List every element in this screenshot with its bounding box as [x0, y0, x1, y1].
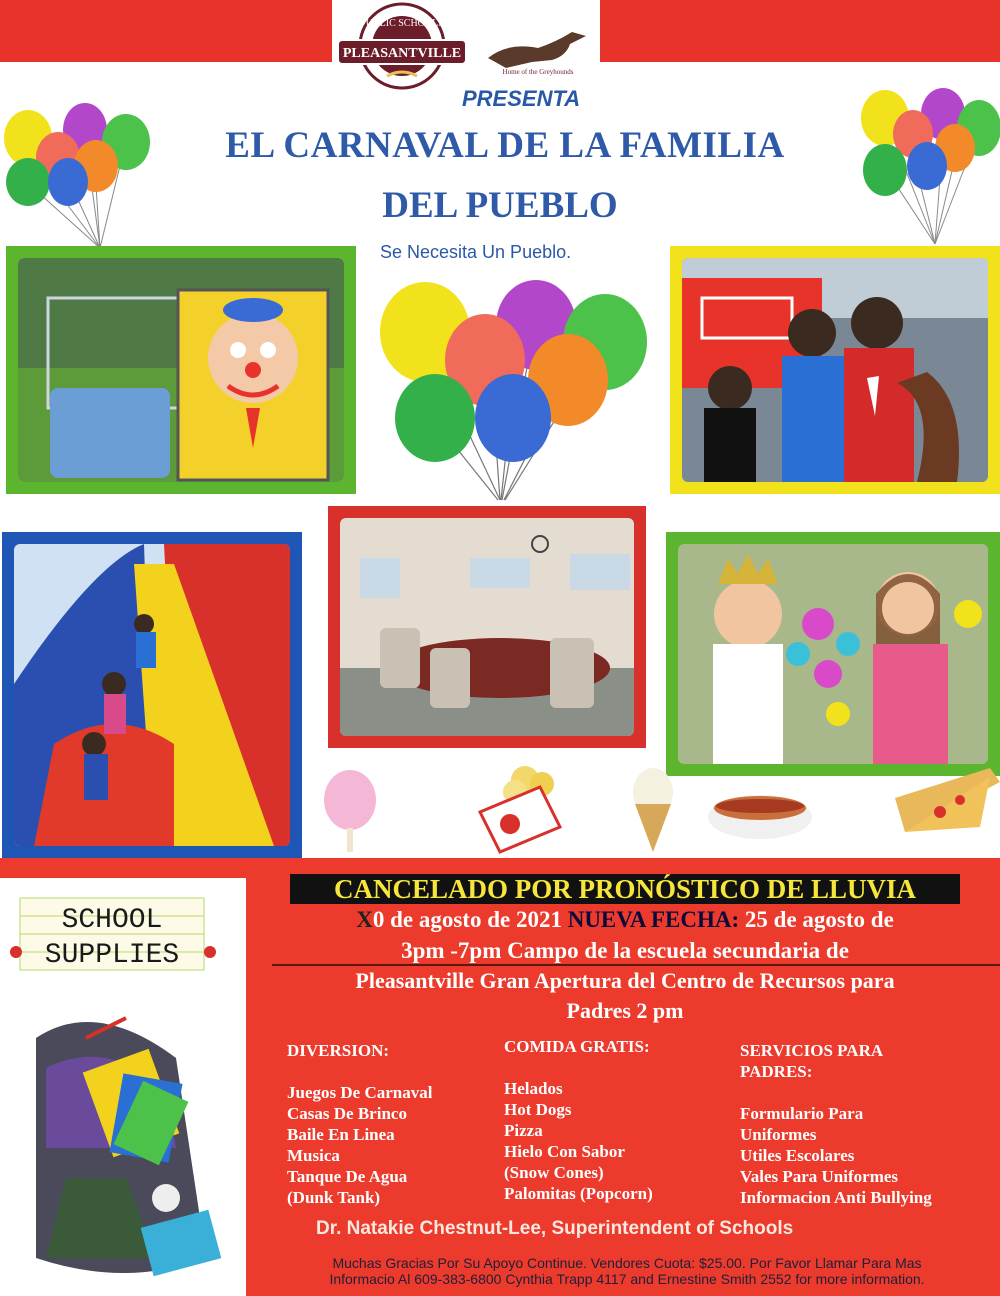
photo-frame-bounce-house — [2, 532, 302, 858]
balloons-top-left — [0, 100, 160, 250]
snow-cones-photo — [682, 258, 988, 482]
old-date: 0 de agosto de 2021 — [372, 907, 562, 932]
greyhound-caption: Home of the Greyhounds — [502, 68, 574, 76]
date-block — [265, 904, 985, 966]
comida-column — [504, 1036, 653, 1204]
servicios-column — [740, 1040, 932, 1208]
top-red-band-left — [0, 0, 335, 62]
thanks-line-1: Muchas Gracias Por Su Apoyo Continue. Vendores Cuota: $25.00. Por Favor Llamar Para Mas — [332, 1255, 922, 1271]
list-item: Tanque De Agua — [287, 1167, 408, 1186]
servicios-heading-2: PADRES: — [740, 1062, 813, 1081]
list-item: Musica — [287, 1146, 340, 1165]
food-icons-row — [320, 762, 1000, 856]
balloons-center — [380, 280, 660, 505]
list-item: Formulario Para — [740, 1104, 864, 1123]
list-item: (Dunk Tank) — [287, 1188, 381, 1207]
title-line-1: EL CARNAVAL DE LA FAMILIA — [225, 125, 785, 166]
list-item: Vales Para Uniformes — [740, 1167, 899, 1186]
cancellation-headline: CANCELADO POR PRONÓSTICO DE LLUVIA — [290, 874, 960, 904]
snow-cones-illustration — [682, 258, 988, 482]
bounce-house-illustration — [14, 544, 290, 846]
school-supplies-line1: SCHOOL — [61, 905, 163, 936]
address-block — [260, 966, 990, 1026]
list-item: Pizza — [504, 1121, 543, 1140]
comida-heading: COMIDA GRATIS: — [504, 1037, 650, 1056]
school-supplies-line2: SUPPLIES — [44, 940, 180, 971]
struck-date-char: X — [356, 907, 373, 932]
tagline: Se Necesita Un Pueblo. — [380, 242, 572, 262]
list-item: Hielo Con Sabor — [504, 1142, 625, 1161]
thanks-line-2: Informacio Al 609-383-6800 Cynthia Trapp 4117 and Ernestine Smith 2552 for more information. — [329, 1271, 925, 1287]
list-item: Baile En Linea — [287, 1125, 395, 1144]
cotton-candy-icon — [324, 770, 376, 852]
diversion-heading: DIVERSION: — [287, 1041, 390, 1060]
list-item: Palomitas (Popcorn) — [504, 1184, 653, 1203]
list-item: Utiles Escolares — [740, 1146, 855, 1165]
servicios-heading-1: SERVICIOS PARA — [740, 1041, 884, 1060]
top-red-band-right — [600, 0, 1000, 62]
date-line-1 — [265, 904, 985, 935]
hot-dog-icon — [708, 795, 812, 839]
pizza-icon — [895, 768, 1000, 832]
new-date-label: NUEVA FECHA: — [567, 907, 740, 932]
presenta-label: PRESENTA — [462, 86, 581, 111]
time-place-line: 3pm -7pm Campo de la escuela secundaria de — [401, 938, 849, 963]
balloons-top-right — [855, 88, 1000, 246]
logo-arc-text: PUBLIC SCHOOLS — [360, 18, 444, 29]
ice-cream-icon — [633, 768, 673, 852]
diversion-column — [287, 1040, 432, 1208]
red-strip-left — [0, 858, 246, 878]
new-date: 25 de agosto de — [744, 907, 894, 932]
dunk-tank-photo — [18, 258, 344, 482]
address-line-2: Padres 2 pm — [566, 998, 684, 1023]
greyhound-mascot — [478, 30, 598, 78]
resource-center-photo — [340, 518, 634, 736]
title-line-2: DEL PUEBLO — [382, 185, 618, 226]
list-item: Helados — [504, 1079, 563, 1098]
logo-name: PLEASANTVILLE — [342, 46, 462, 61]
address-line-1: Pleasantville Gran Apertura del Centro de Recursos para — [355, 968, 895, 993]
backpack-illustration — [6, 998, 238, 1288]
school-supplies-sign — [2, 894, 222, 979]
list-item: Casas De Brinco — [287, 1104, 407, 1123]
photo-frame-dunk-tank — [6, 246, 356, 494]
crowns-photo — [678, 544, 988, 764]
pleasantville-logo — [332, 0, 472, 110]
list-item: Juegos De Carnaval — [287, 1083, 433, 1102]
list-item: (Snow Cones) — [504, 1163, 604, 1182]
photo-frame-resource-center — [328, 506, 646, 748]
popcorn-icon — [480, 766, 560, 852]
superintendent-line: Dr. Natakie Chestnut-Lee, Superintendent of Schools — [316, 1218, 794, 1239]
list-item: Uniformes — [740, 1125, 817, 1144]
crowns-illustration — [678, 544, 988, 764]
list-item: Hot Dogs — [504, 1100, 572, 1119]
photo-frame-snow-cones — [670, 246, 1000, 494]
list-item: Informacion Anti Bullying — [740, 1188, 932, 1207]
dunk-tank-illustration — [18, 258, 344, 482]
photo-frame-crowns — [666, 532, 1000, 776]
resource-center-illustration — [340, 518, 634, 736]
school-supplies-graphic — [2, 894, 222, 974]
bounce-house-photo — [14, 544, 290, 846]
thanks-note — [262, 1255, 992, 1287]
